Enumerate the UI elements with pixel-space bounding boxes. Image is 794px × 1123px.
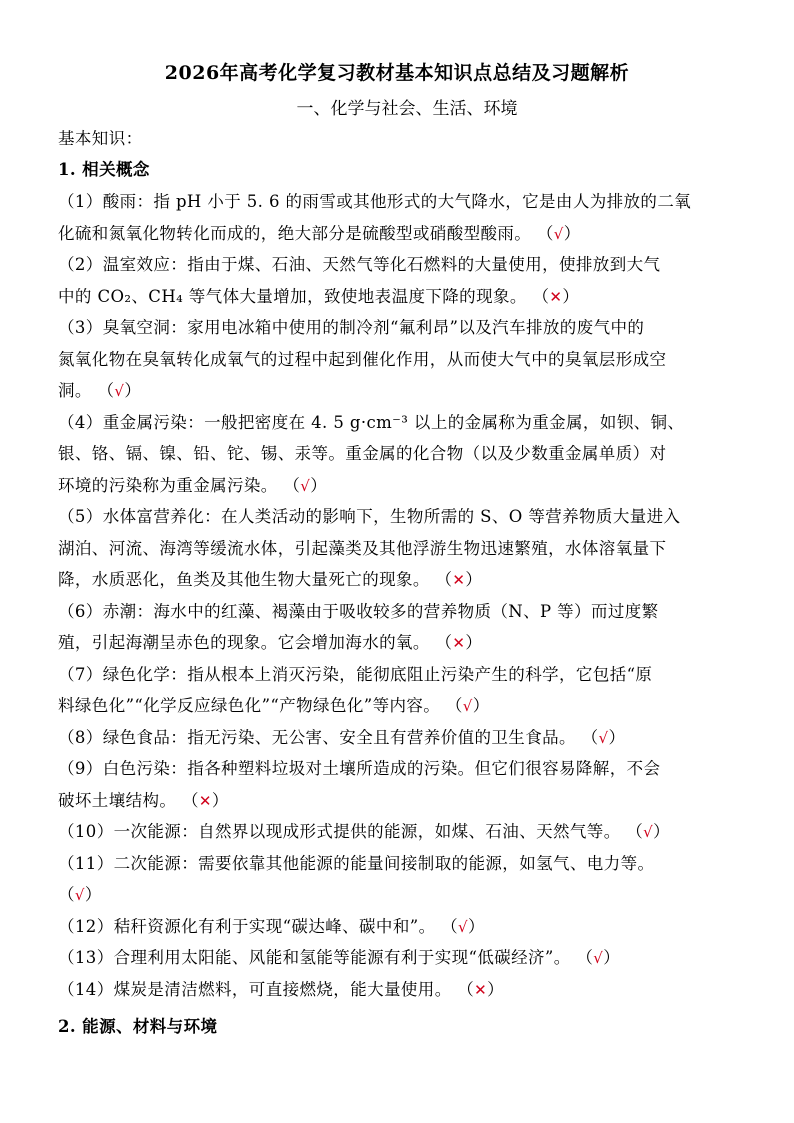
concept-5-line-2 [58,538,748,560]
concept-text: （6）赤潮：海水中的红藻、褐藻由于吸收较多的营养物质（N、P 等）而过度繁 [58,602,659,621]
verdict-mark: √ [114,382,125,400]
concept-5-line-3: 降，水质恶化，鱼类及其他生物大量死亡的现象。 （✕） [58,570,483,589]
concept-4-line-1 [58,412,748,434]
verdict-mark: √ [462,697,473,715]
concept-text: 氮氧化物在臭氧转化成氧气的过程中起到催化作用，从而使大气中的臭氧层形成空 [58,350,667,369]
concept-text: （3）臭氧空洞：家用电冰箱中使用的制冷剂“氟利昂”以及汽车排放的废气中的 [58,318,645,337]
concept-8-line-1: （8）绿色食品：指无污染、无公害、安全且有营养价值的卫生食品。 （√） [58,728,626,747]
concept-text: 殖，引起海潮呈赤色的现象。它会增加海水的氧。 [58,633,430,652]
concept-6-line-1 [58,601,748,623]
concept-10-line-1: （10）一次能源：自然界以现成形式提供的能源，如煤、石油、天然气等。 （√） [58,822,671,841]
concept-text: 降，水质恶化，鱼类及其他生物大量死亡的现象。 [58,570,430,589]
concept-text: （13）合理利用太阳能、风能和氢能等能源有利于实现“低碳经济”。 [58,948,571,967]
concept-text: （9）白色污染：指各种塑料垃圾对土壤所造成的污染。但它们很容易降解，不会 [58,759,661,778]
concept-1-line-2: 化硫和氮氧化物转化而成的，绝大部分是硫酸型或硝酸型酸雨。 （√） [58,224,581,243]
concept-7-line-2: 料绿色化”“化学反应绿色化”“产物绿色化”等内容。 （√） [58,696,490,715]
concept-text: 湖泊、河流、海湾等缓流水体，引起藻类及其他浮游生物迅速繁殖，水体溶氧量下 [58,539,667,558]
concept-text: （4）重金属污染：一般把密度在 4. 5 g·cm⁻³ 以上的金属称为重金属，如钡、铜、 [58,413,685,432]
concept-13-line-1: （13）合理利用太阳能、风能和氢能等能源有利于实现“低碳经济”。 （√） [58,948,621,967]
concept-1-line-1 [58,191,748,213]
concept-11-line-2: （√） [58,885,102,904]
concept-9-line-1 [58,758,748,780]
concept-3-line-3: 洞。 （√） [58,381,142,400]
verdict-mark: √ [598,729,609,747]
concept-text: 洞。 [58,381,92,400]
concept-6-line-2: 殖，引起海潮呈赤色的现象。它会增加海水的氧。 （✕） [58,633,483,652]
concept-text: 化硫和氮氧化物转化而成的，绝大部分是硫酸型或硝酸型酸雨。 [58,224,532,243]
concept-text: 环境的污染称为重金属污染。 [58,476,278,495]
concept-4-line-3: 环境的污染称为重金属污染。 （√） [58,476,328,495]
verdict-mark: ✕ [452,634,466,652]
concept-text: （5）水体富营养化：在人类活动的影响下，生物所需的 S、O 等营养物质大量进入 [58,507,681,526]
concept-11-line-1 [58,853,748,875]
concept-text: （12）秸秆资源化有利于实现“碳达峰、碳中和”。 [58,917,436,936]
verdict-mark: ✕ [474,981,488,999]
concept-text: （8）绿色食品：指无污染、无公害、安全且有营养价值的卫生食品。 [58,728,576,747]
concept-5-line-1 [58,506,748,528]
verdict-mark: √ [593,949,604,967]
concept-text: （14）煤炭是清洁燃料，可直接燃烧，能大量使用。 [58,980,452,999]
concept-text: 料绿色化”“化学反应绿色化”“产物绿色化”等内容。 [58,696,441,715]
concept-3-line-1 [58,317,748,339]
concept-text: （11）二次能源：需要依靠其他能源的能量间接制取的能源，如氢气、电力等。 [58,854,655,873]
verdict-mark: √ [300,477,311,495]
concept-text: （2）温室效应：指由于煤、石油、天然气等化石燃料的大量使用，使排放到大气 [58,255,661,274]
concept-text: 银、铬、镉、镍、铅、铊、锡、汞等。重金属的化合物（以及少数重金属单质）对 [58,444,667,463]
concept-text: （10）一次能源：自然界以现成形式提供的能源，如煤、石油、天然气等。 [58,822,621,841]
concept-2-line-1 [58,254,748,276]
concept-2-line-2: 中的 CO₂、CH₄ 等气体大量增加，致使地表温度下降的现象。 （✕） [58,287,580,306]
verdict-mark: ✕ [198,792,212,810]
concept-text: 破坏土壤结构。 [58,791,177,810]
heading-related-concepts: 1. 相关概念 [58,160,150,179]
verdict-mark: ✕ [452,571,466,589]
concept-14-line-1: （14）煤炭是清洁燃料，可直接燃烧，能大量使用。 （✕） [58,980,505,999]
section-label: 基本知识： [58,129,143,148]
verdict-mark: √ [643,823,654,841]
concept-3-line-2 [58,349,748,371]
concept-4-line-2 [58,443,748,465]
concept-text: 中的 CO₂、CH₄ 等气体大量增加，致使地表温度下降的现象。 [58,287,527,306]
verdict-mark: √ [553,225,564,243]
verdict-mark: √ [74,886,85,904]
concept-9-line-2: 破坏土壤结构。 （✕） [58,791,229,810]
concept-7-line-1 [58,664,748,686]
heading-energy-materials: 2. 能源、材料与环境 [58,1017,218,1036]
verdict-mark: √ [458,918,468,936]
concept-text: （1）酸雨：指 pH 小于 5. 6 的雨雪或其他形式的大气降水，它是由人为排放的二氧 [58,192,692,211]
verdict-mark: ✕ [549,288,563,306]
concept-12-line-1: （12）秸秆资源化有利于实现“碳达峰、碳中和”。 （√） [58,917,485,936]
document-title: 2026年高考化学复习教材基本知识点总结及习题解析 [164,62,630,84]
concept-text: （7）绿色化学：指从根本上消灭污染，能彻底阻止污染产生的科学，它包括“原 [58,665,653,684]
section-subtitle: 一、化学与社会、生活、环境 [296,99,518,119]
